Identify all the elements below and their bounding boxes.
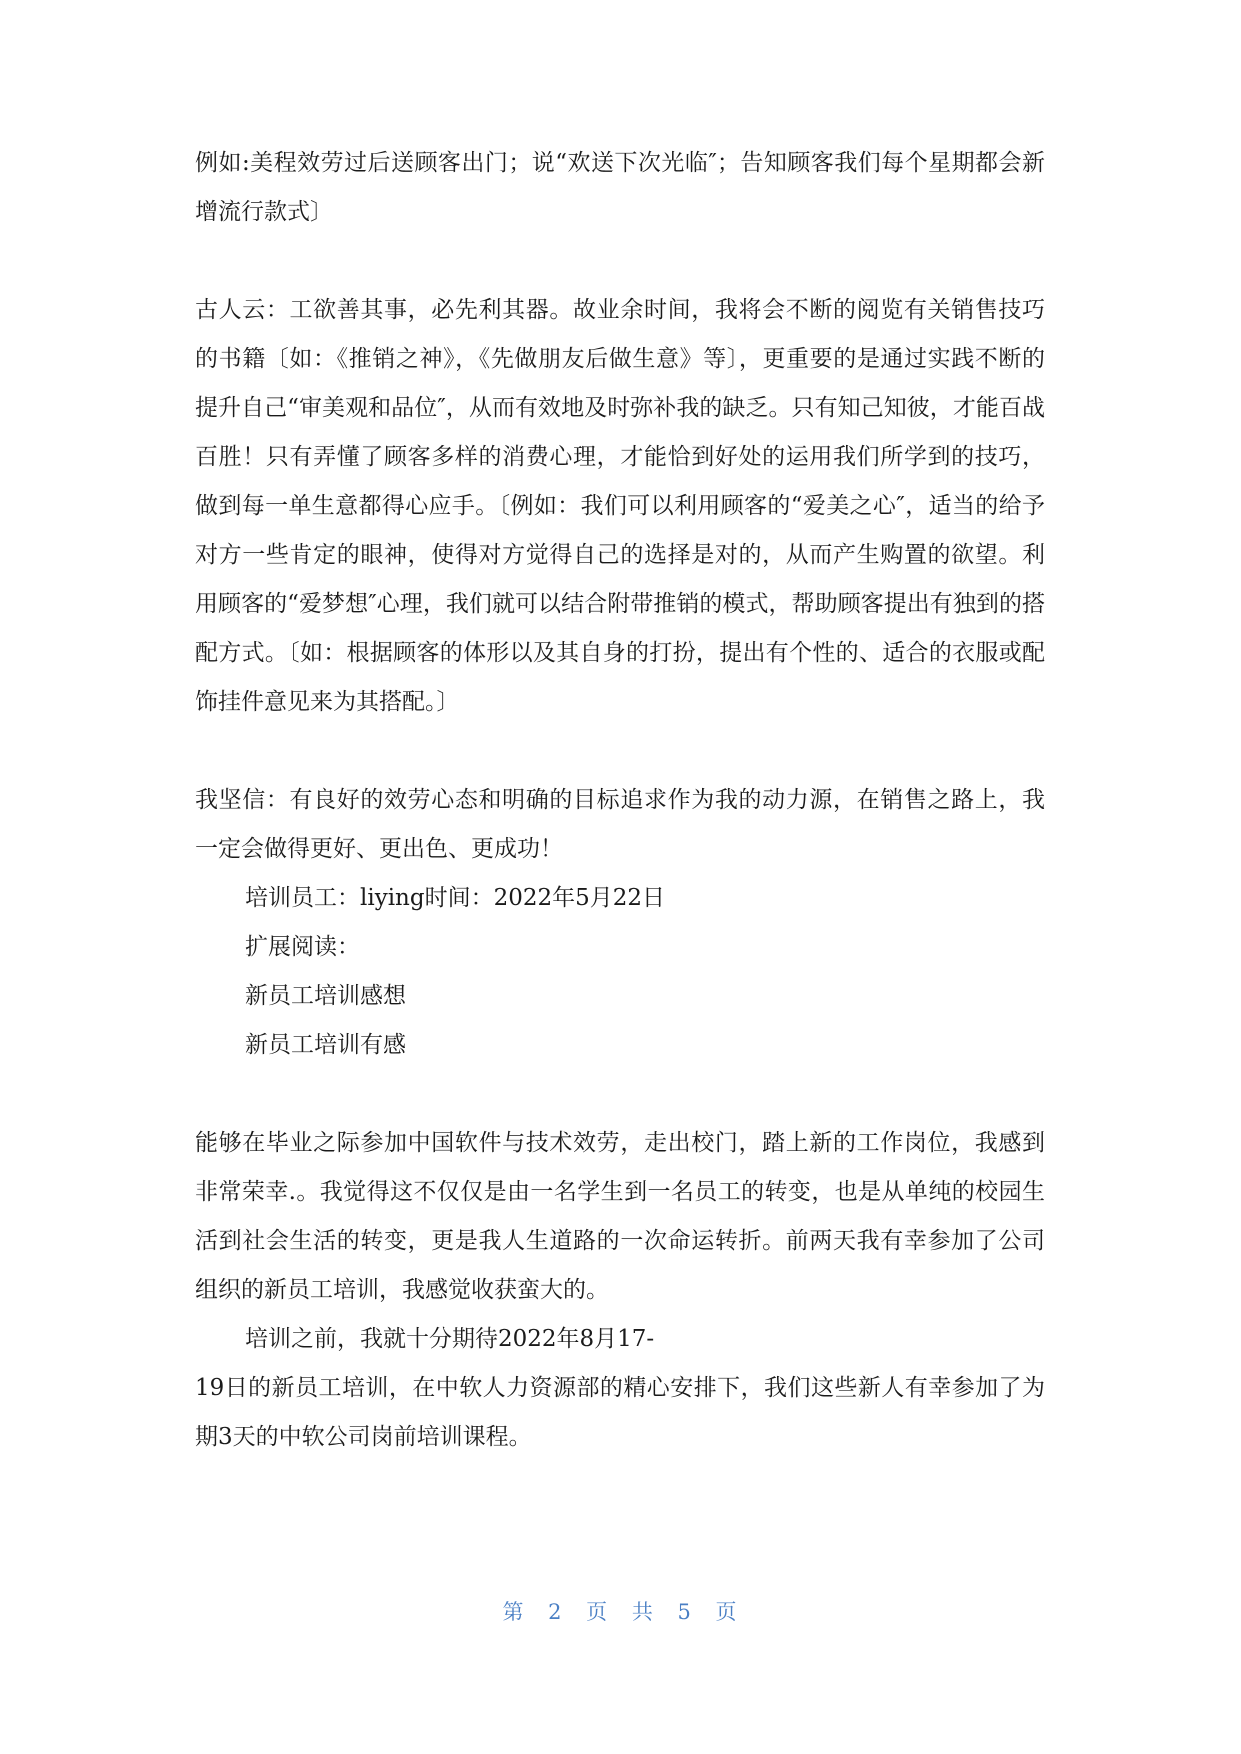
extended-reading-link[interactable]: 新员工培训有感 [245,1032,406,1058]
paragraph-training-intro: 培训之前，我就十分期待2022年8月17- [245,1326,655,1352]
paragraph-graduation: 能够在毕业之际参加中国软件与技术效劳，走出校门，踏上新的工作岗位，我感到非常荣幸.。我觉得这不仅仅是由一名学生到一名员工的转变，也是从单纯的校园生活到社会生活的转变，更是我人生道路的一次命运转折。前两天我有幸参加了公司组织的新员工培训，我感觉收获蛮大的。 [195,1130,1045,1303]
paragraph-sales-skills: 古人云：工欲善其事，必先利其器。故业余时间，我将会不断的阅览有关销售技巧的书籍〔如：《推销之神》，《先做朋友后做生意》等〕，更重要的是通过实践不断的提升自己“审美观和品位″，从而有效地及时弥补我的缺乏。只有知己知彼，才能百战百胜！只有弄懂了顾客多样的消费心理，才能恰到好处的运用我们所学到的技巧，做到每一单生意都得心应手。〔例如：我们可以利用顾客的“爱美之心″，适当的给予对方一些肯定的眼神，使得对方觉得自己的选择是对的，从而产生购置的欲望。利用顾客的“爱梦想″心理，我们就可以结合附带推销的模式，帮助顾客提出有独到的搭配方式。〔如：根据顾客的体形以及其自身的打扮，提出有个性的、适合的衣服或配饰挂件意见来为其搭配。〕 [195,297,1045,715]
extended-reading-label: 扩展阅读： [245,934,360,960]
extended-reading-link[interactable]: 新员工培训感想 [245,983,406,1009]
paragraph-example-service: 例如:美程效劳过后送顾客出门；说“欢送下次光临″；告知顾客我们每个星期都会新增流行款式〕 [195,150,1045,225]
page-number-footer: 第 2 页 共 5 页 [502,1600,739,1624]
signature-line: 培训员工：liying时间：2022年5月22日 [245,885,666,911]
paragraph-conviction: 我坚信：有良好的效劳心态和明确的目标追求作为我的动力源，在销售之路上，我一定会做得更好、更出色、更成功！ [195,787,1045,862]
paragraph-training-details: 19日的新员工培训，在中软人力资源部的精心安排下，我们这些新人有幸参加了为期3天的中软公司岗前培训课程。 [195,1375,1045,1450]
